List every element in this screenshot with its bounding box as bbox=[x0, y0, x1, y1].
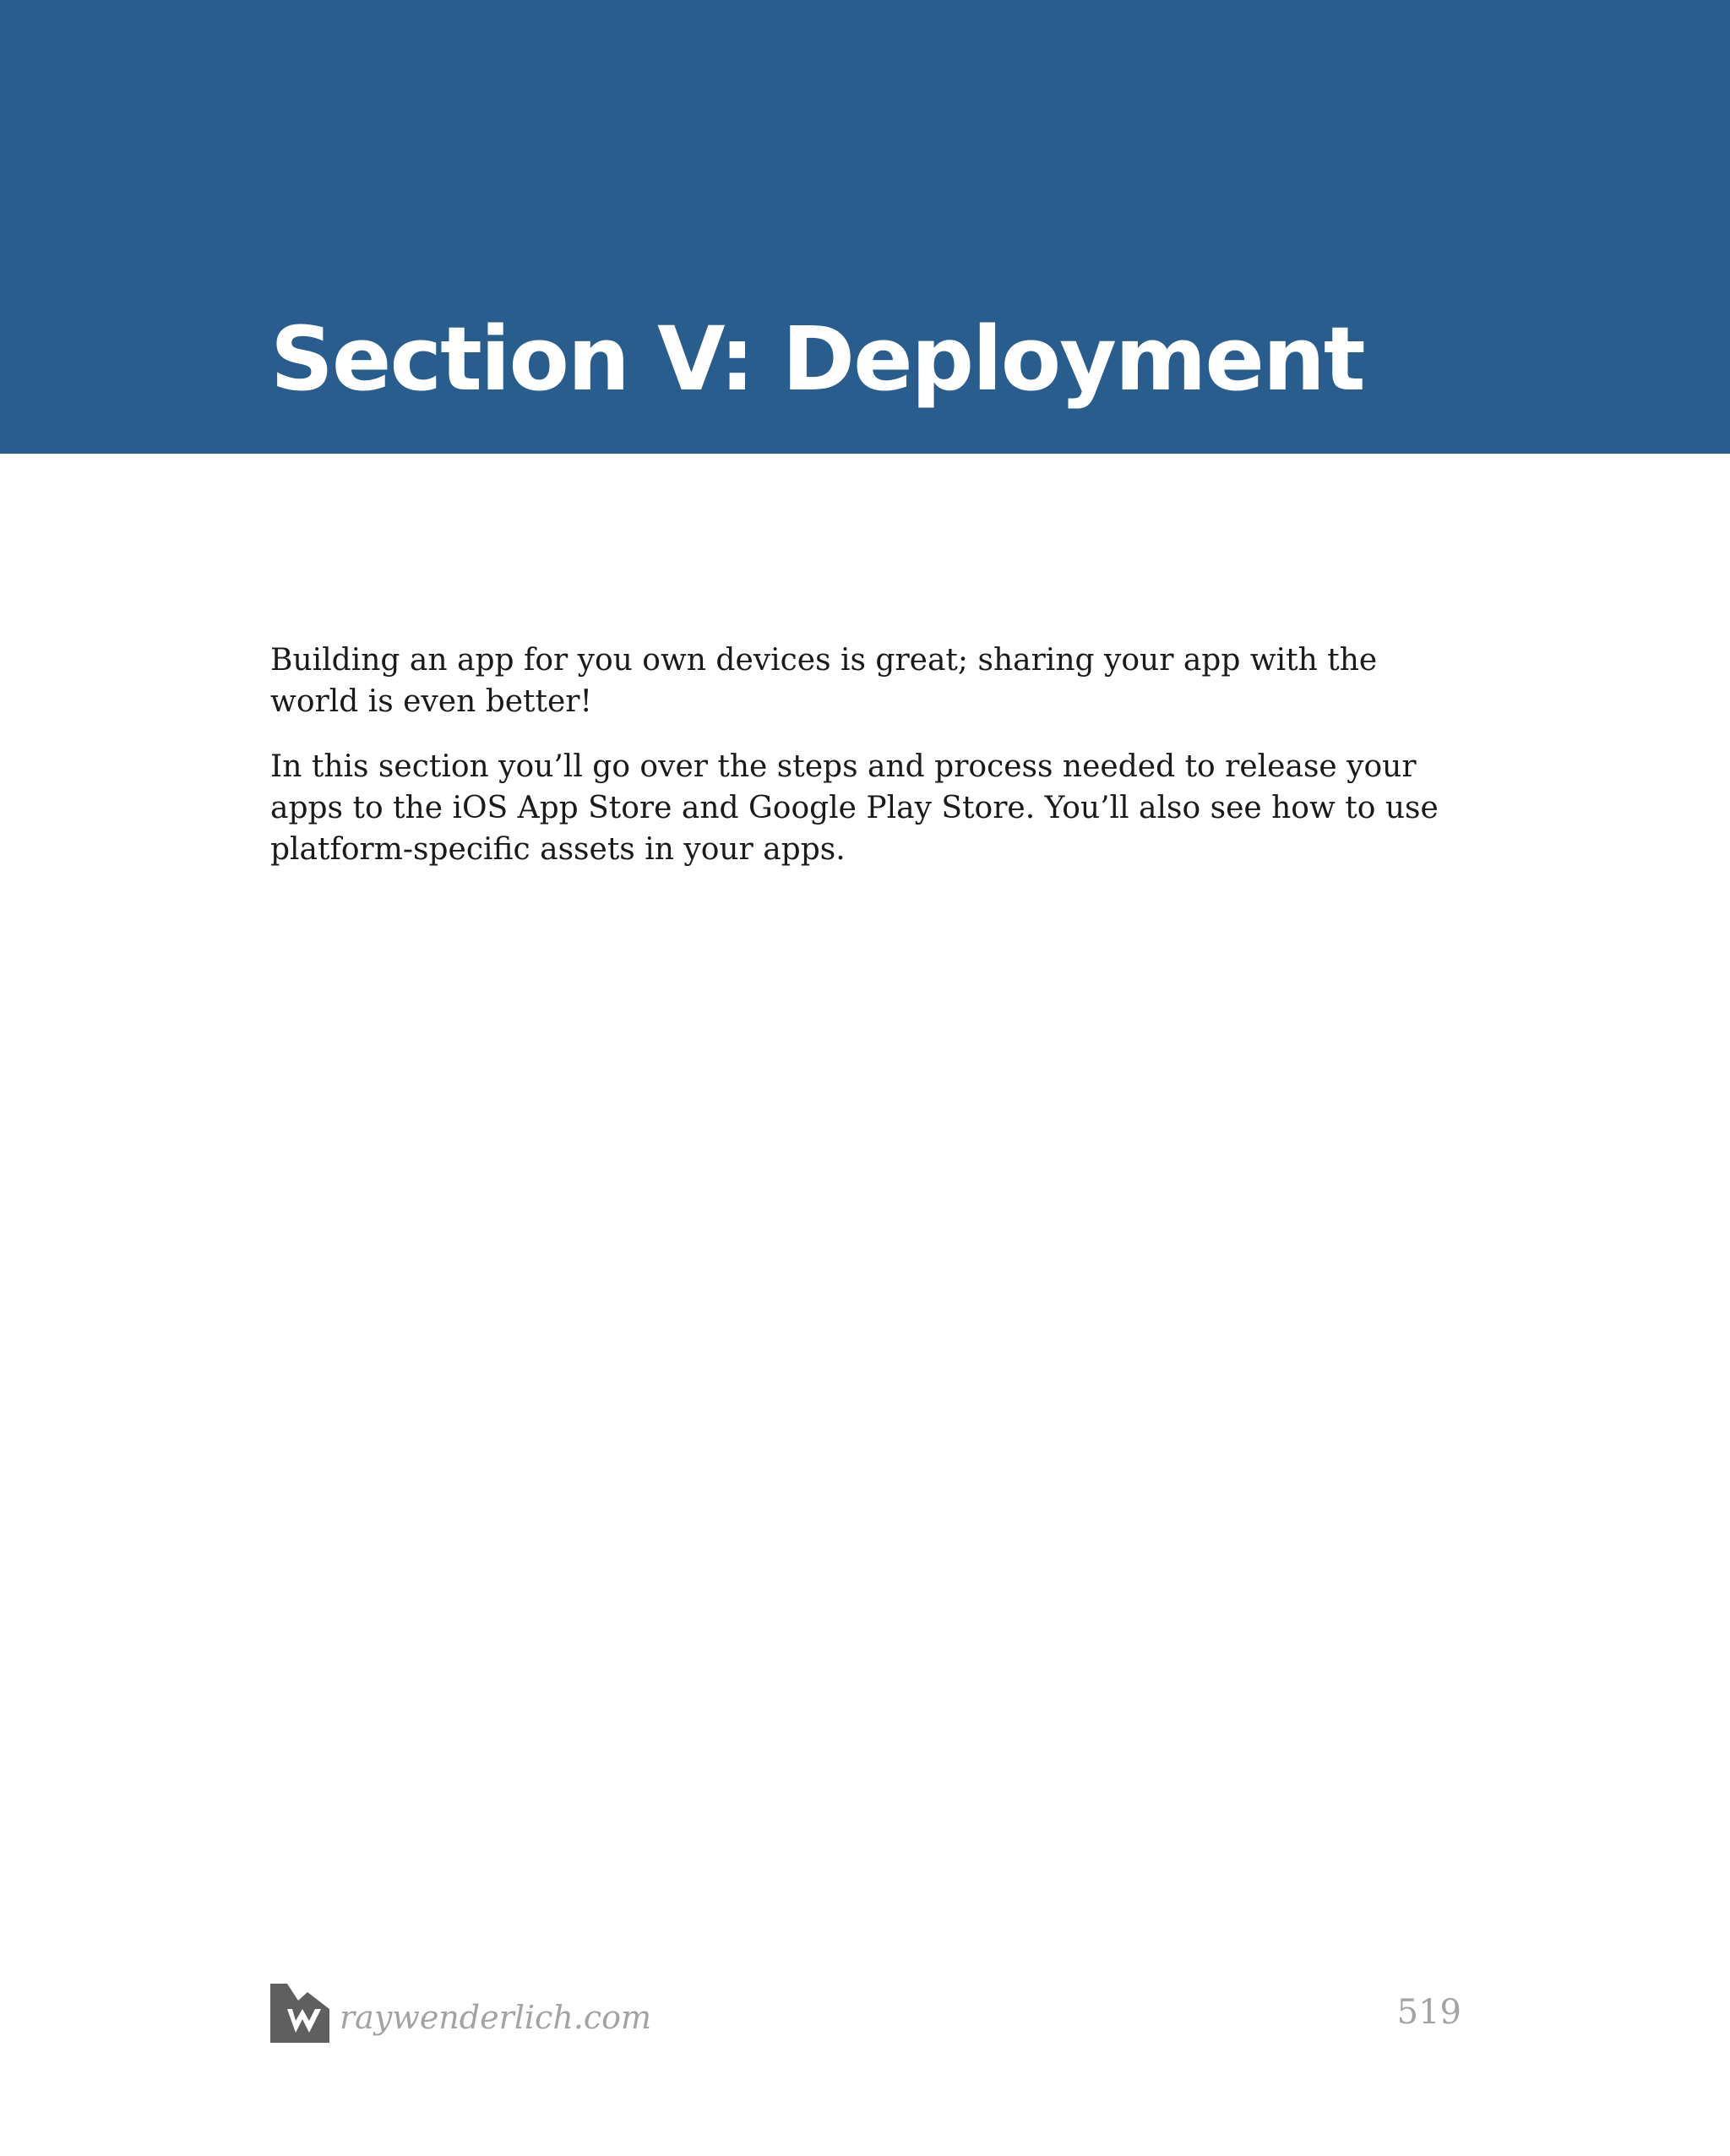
footer-site-name: raywenderlich.com bbox=[340, 1999, 652, 2036]
intro-paragraph: In this section you’ll go over the steps and process needed to release your apps to the iOS App Store and Google Play Store. You’ll also see how to use platform-specific assets in your apps. bbox=[270, 749, 1439, 867]
section-intro bbox=[270, 640, 1470, 894]
page-number: 519 bbox=[1396, 1993, 1461, 2032]
intro-paragraph: Building an app for you own devices is great; sharing your app with the world is even better! bbox=[270, 643, 1378, 719]
section-title: Section V: Deployment bbox=[270, 308, 1364, 411]
raywenderlich-logo-icon bbox=[270, 1984, 329, 2043]
section-header-band bbox=[0, 0, 1730, 454]
page-footer bbox=[270, 1981, 1461, 2049]
